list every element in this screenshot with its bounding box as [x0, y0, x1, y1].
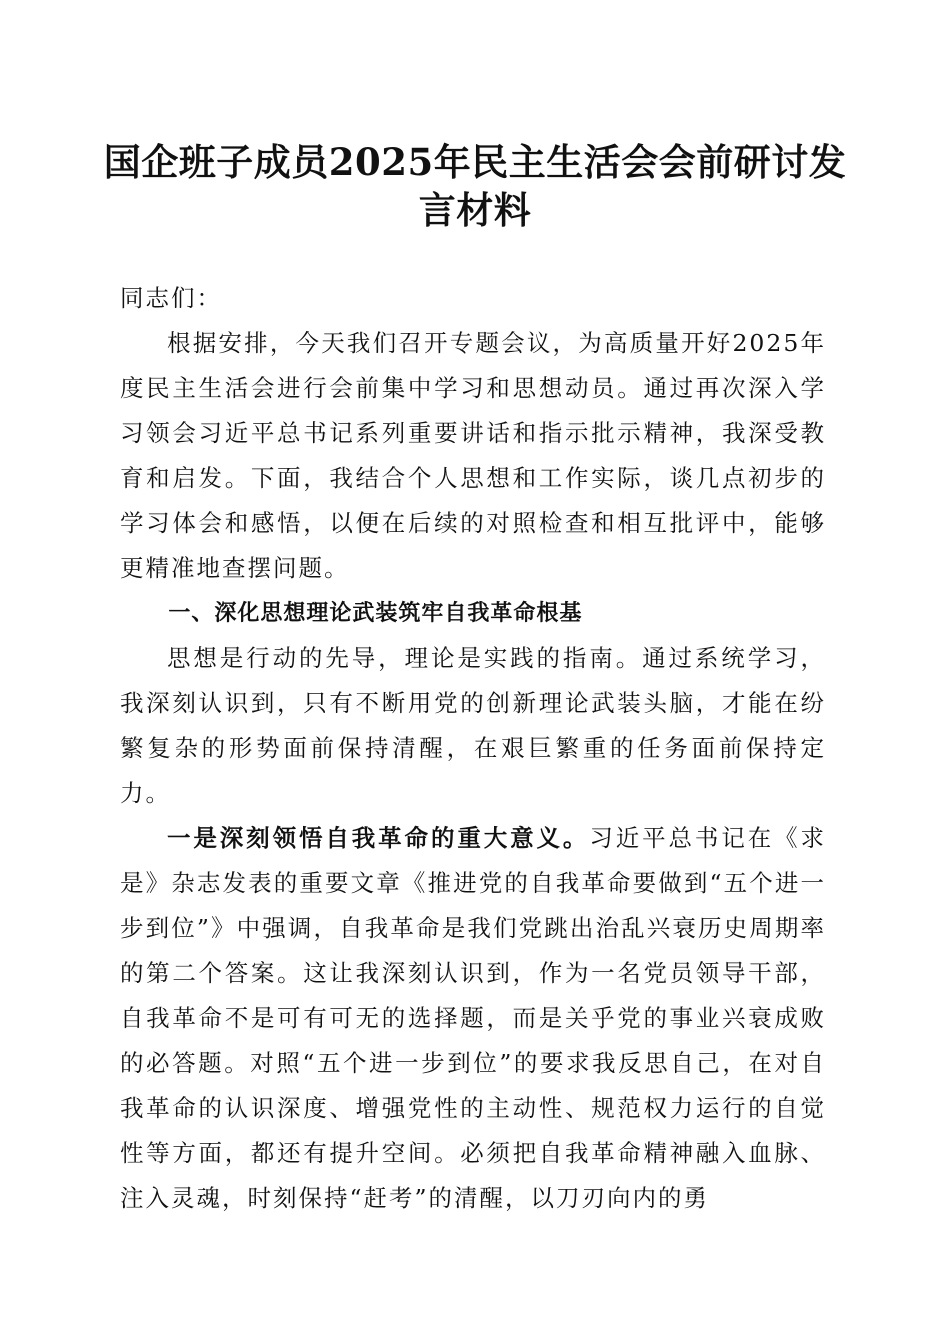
- paragraph-intro: 根据安排，今天我们召开专题会议，为高质量开好2025年度民主生活会进行会前集中学习和思想动员。通过再次深入学习领会习近平总书记系列重要讲话和指示批示精神，我深受教育和启发。下面，我结合个人思想和工作实际，谈几点初步的学习体会和感悟，以便在后续的对照检查和相互批评中，能够更精准地查摆问题。: [120, 329, 826, 582]
- document-body: [120, 276, 826, 1221]
- salutation: 同志们：: [120, 284, 222, 312]
- paragraph-point-1: [120, 816, 826, 1221]
- title-line-1: 国企班子成员2025年民主生活会会前研讨发: [103, 140, 847, 184]
- point-1-body: 习近平总书记在《求是》杂志发表的重要文章《推进党的自我革命要做到“五个进一步到位”》中强调，自我革命是我们党跳出治乱兴衰历史周期率的第二个答案。这让我深刻认识到，作为一名党员领导干部，自我革命不是可有可无的选择题，而是关乎党的事业兴衰成败的必答题。对照“五个进一步到位”的要求我反思自己，在对自我革命的认识深度、增强党性的主动性、规范权力运行的自觉性等方面，都还有提升空间。必须把自我革命精神融入血脉、注入灵魂，时刻保持“赶考”的清醒，以刀刃向内的勇: [120, 824, 827, 1212]
- title-line-2: 言材料: [418, 188, 532, 232]
- document-title: [100, 138, 850, 234]
- paragraph-theory: 思想是行动的先导，理论是实践的指南。通过系统学习，我深刻认识到，只有不断用党的创新理论武装头脑，才能在纷繁复杂的形势面前保持清醒，在艰巨繁重的任务面前保持定力。: [120, 644, 826, 807]
- section-heading-1: 一、深化思想理论武装筑牢自我革命根基: [168, 601, 583, 626]
- point-1-lead: 一是深刻领悟自我革命的重大意义。: [167, 824, 590, 852]
